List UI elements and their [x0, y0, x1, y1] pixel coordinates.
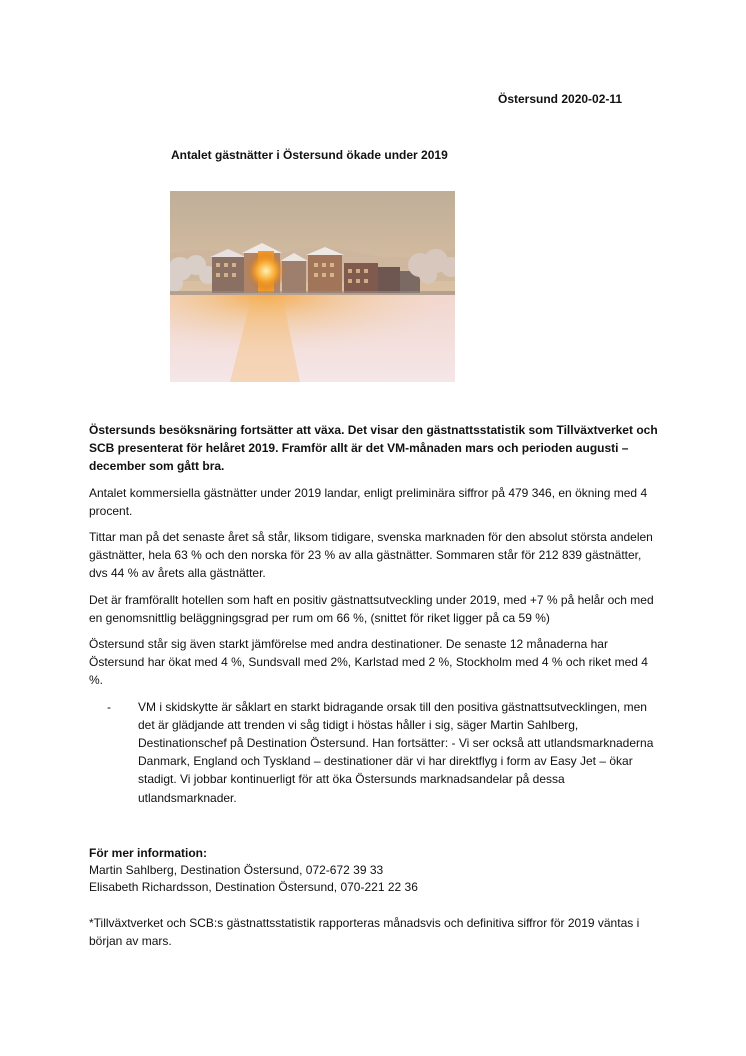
quote-bullet [89, 698, 661, 807]
bullet-dash: - [107, 699, 111, 714]
footnote: *Tillväxtverket och SCB:s gästnattsstatistik rapporteras månadsvis och definitiva siffror för 2019 väntas i början av mars. [89, 916, 640, 948]
contact-line: Elisabeth Richardsson, Destination Östersund, 070-221 22 36 [89, 880, 418, 894]
contact-block [89, 845, 418, 896]
winter-waterfront-photo [170, 191, 455, 382]
quote-text: VM i skidskytte är såklart en starkt bidragande orsak till den positiva gästnattsutvecklingen, men det är glädjande att trenden vi såg tidigt i höstas håller i sig, säger Martin Sahlberg, Destinationschef på Destination Östersund. Han fortsätter: - Vi ser också att utlandsmarknaderna Danmark, England och Tyskland – destinationer där vi har direktflyg i form av Easy Jet – ökar stadigt. Vi jobbar kontinuerligt för att öka Östersunds marknadsandelar på dessa utlandsmarknader. [138, 699, 654, 805]
paragraph-markets: Tittar man på det senaste året så står, liksom tidigare, svenska marknaden för den absolut största andelen gästnätter, hela 63 % och den norska för 23 % av alla gästnätter. Sommaren står för 212 839 gästnätter, dvs 44 % av årets alla gästnätter. [89, 530, 653, 581]
paragraph-hotels: Det är framförallt hotellen som haft en positiv gästnattsutveckling under 2019, med +7 % på helår och med en genomsnittlig beläggningsgrad per rum om 66 %, (snittet för riket ligger på ca 59 %) [89, 592, 654, 625]
article-body [89, 421, 661, 807]
contact-line: Martin Sahlberg, Destination Östersund, 072-672 39 33 [89, 863, 384, 877]
paragraph-guest-nights: Antalet kommersiella gästnätter under 2019 landar, enligt preliminära siffror på 479 346, en ökning med 4 procent. [89, 485, 648, 518]
lead-paragraph: Östersunds besöksnäring fortsätter att växa. Det visar den gästnattsstatistik som Tillväxtverket och SCB presenterat för helåret 2019. Framför allt är det VM-månaden mars och perioden augusti – december som gått bra. [89, 423, 658, 474]
headline: Antalet gästnätter i Östersund ökade under 2019 [171, 148, 448, 162]
date-line: Östersund 2020-02-11 [498, 92, 623, 106]
paragraph-destinations: Östersund står sig även starkt jämförelse med andra destinationer. De senaste 12 månaderna har Östersund har ökat med 4 %, Sundsvall med 2%, Karlstad med 2 %, Stockholm med 4 % och riket med 4 %. [89, 637, 648, 688]
contact-heading: För mer information: [89, 846, 208, 860]
